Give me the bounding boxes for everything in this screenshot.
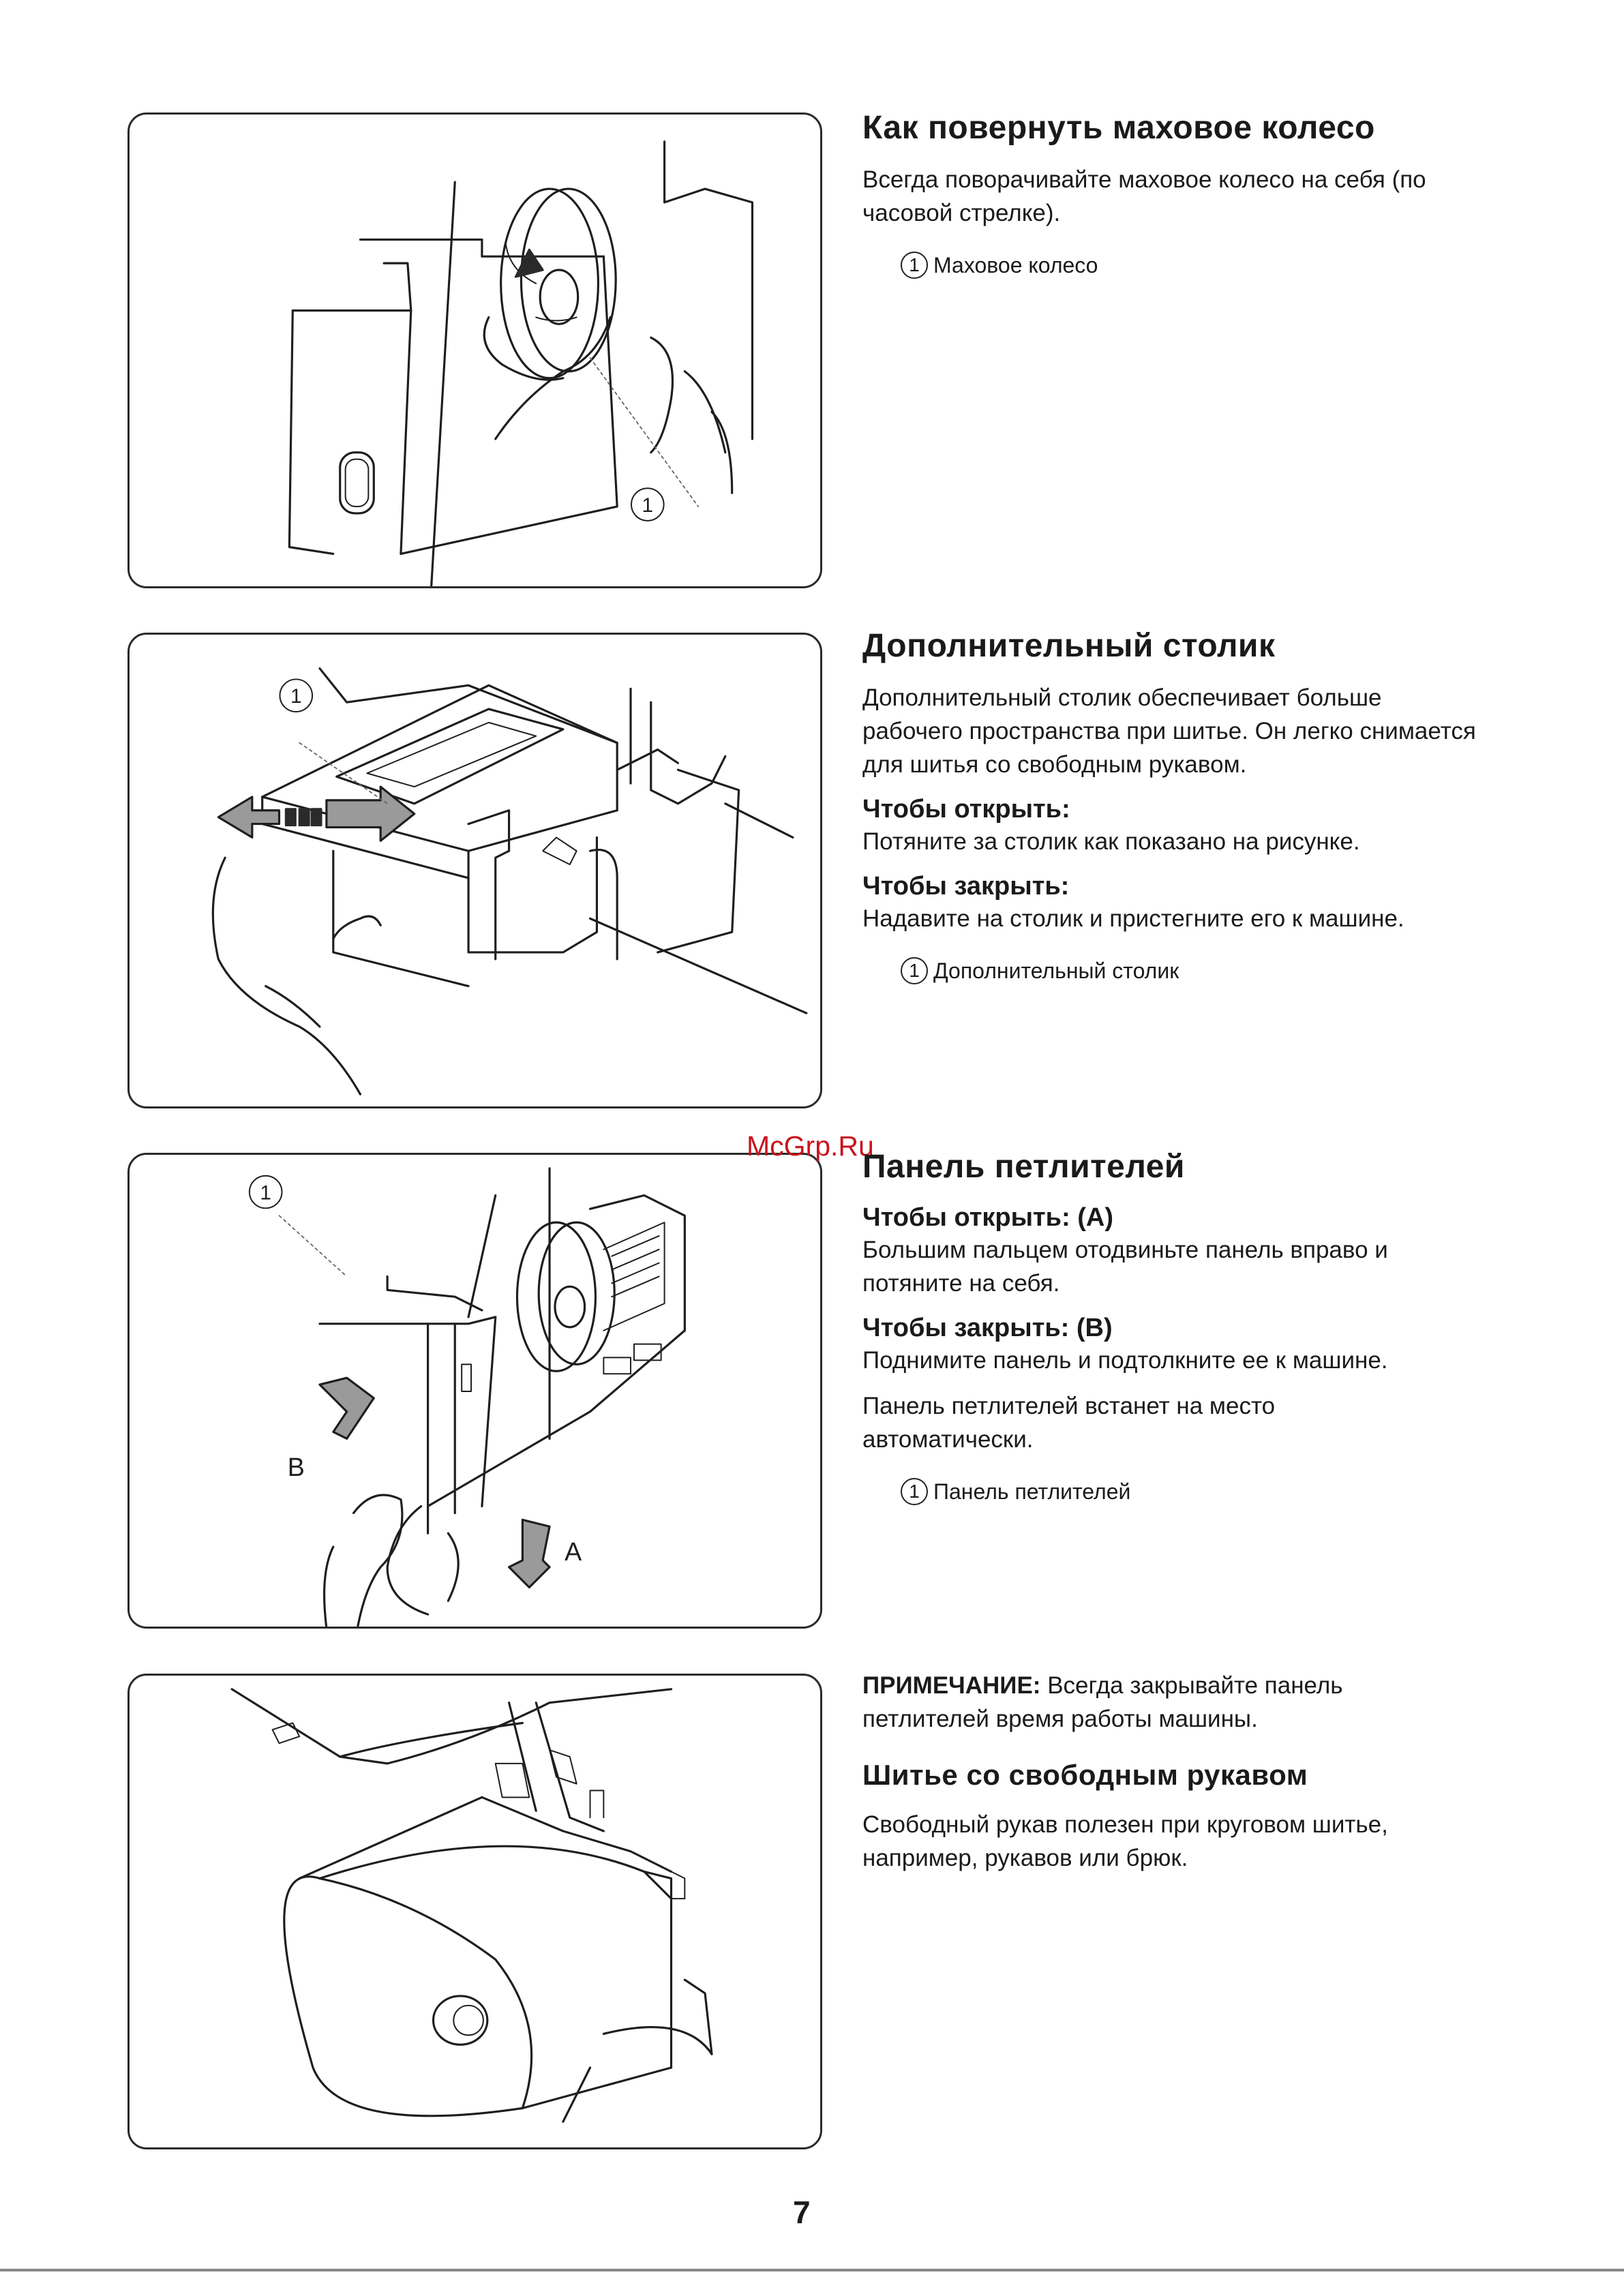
legend-number: 1 [901, 1478, 928, 1505]
legend-label: Дополнительный столик [933, 958, 1179, 983]
extension-table-legend [901, 957, 1585, 984]
panel-close-heading: Чтобы закрыть: (B) [862, 1314, 1113, 1342]
free-arm-title: Шитье со свободным рукавом [862, 1759, 1308, 1791]
extension-table-section [862, 627, 1585, 984]
extension-table-text: Дополнительный столик обеспечивает больше рабочего пространства при шитье. Он легко снимается для шитья со свободным рукавом. [862, 684, 1476, 778]
open-heading: Чтобы открыть: [862, 795, 1070, 824]
fig1-callout: 1 [642, 494, 654, 517]
note-paragraph [862, 1669, 1449, 1736]
looper-cover-title: Панель петлителей [862, 1149, 1185, 1185]
looper-cover-legend [901, 1478, 1585, 1505]
fig3-label-b: B [287, 1452, 305, 1481]
fig3-label-a: A [565, 1537, 582, 1566]
handwheel-section [862, 109, 1585, 279]
panel-open-text: Большим пальцем отодвиньте панель вправо и потяните на себя. [862, 1237, 1388, 1297]
free-arm-illustration [130, 1676, 820, 2147]
bottom-divider [0, 2269, 1624, 2271]
legend-label: Панель петлителей [933, 1479, 1131, 1504]
close-heading: Чтобы закрыть: [862, 872, 1070, 901]
handwheel-title: Как повернуть маховое колесо [862, 110, 1375, 146]
figure-looper-cover [127, 1153, 822, 1629]
panel-open-heading: Чтобы открыть: (A) [862, 1203, 1113, 1232]
figure-handwheel [127, 112, 822, 588]
note-text: Всегда закрывайте панель петлителей время работы машины. [862, 1672, 1343, 1732]
legend-label: Маховое колесо [933, 252, 1098, 277]
panel-close-text: Поднимите панель и подтолкните ее к машине. [862, 1347, 1388, 1374]
page-number: 7 [793, 2194, 811, 2230]
fig3-callout: 1 [260, 1181, 271, 1205]
close-text: Надавите на столик и пристегните его к машине. [862, 905, 1404, 932]
handwheel-illustration [130, 115, 820, 586]
extension-table-illustration [130, 635, 820, 1106]
note-section [862, 1669, 1585, 1887]
handwheel-legend [901, 252, 1585, 279]
handwheel-text: Всегда поворачивайте маховое колесо на себя (по часовой стрелке). [862, 166, 1426, 226]
legend-number: 1 [901, 252, 928, 279]
looper-cover-illustration [130, 1155, 820, 1627]
fig2-callout: 1 [290, 685, 302, 708]
extension-table-title: Дополнительный столик [862, 628, 1276, 664]
panel-extra-text: Панель петлителей встанет на место автоматически. [862, 1393, 1276, 1453]
figure-free-arm [127, 1674, 822, 2149]
legend-number: 1 [901, 957, 928, 984]
watermark: McGrp.Ru [747, 1130, 874, 1162]
note-label: ПРИМЕЧАНИЕ: [862, 1672, 1041, 1699]
looper-cover-section [862, 1148, 1585, 1505]
free-arm-text: Свободный рукав полезен при круговом шитье, например, рукавов или брюк. [862, 1811, 1388, 1871]
open-text: Потяните за столик как показано на рисунке. [862, 828, 1360, 855]
figure-extension-table [127, 633, 822, 1108]
